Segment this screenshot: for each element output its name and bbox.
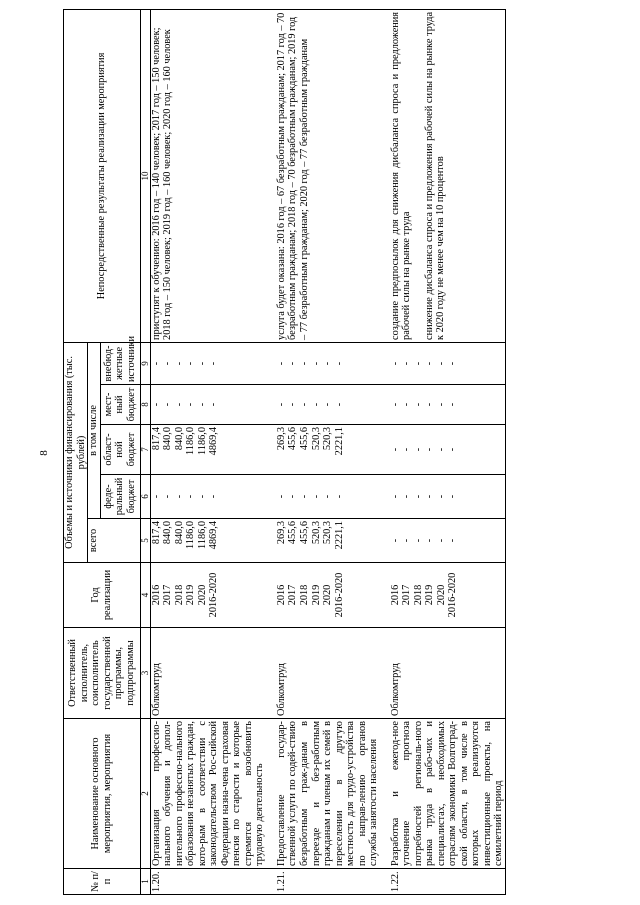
extra-value: -: [275, 361, 287, 366]
local-cell: [390, 385, 506, 425]
local-cell: [276, 385, 380, 425]
table-row: [150, 9, 266, 894]
local-value: -: [162, 402, 174, 407]
year-value: 2018: [298, 584, 310, 606]
header-results: Непосредственные результаты реализации мероприятия: [64, 9, 141, 342]
results: приступят к обучению: 2016 год – 140 человек; 2017 год – 150 человек; 2018 год – 150 человек; 2019 год – 160 человек; 2020 год – 160 человек: [150, 9, 266, 342]
extra-value: -: [333, 361, 345, 366]
federal-cell: [276, 475, 380, 519]
regional-value: 520,3: [322, 427, 334, 451]
column-number: 1: [140, 869, 150, 895]
extra-cell: [150, 342, 266, 384]
column-number: 7: [140, 425, 150, 475]
measure-name: Разработка и ежегод-ное уточнение прогноза потребностей региональ-ного рынка труда в рабо-чих и специалистах, необходимых отраслям экономики Волгоград-ской области, в том числе в которых реализуются инвестиционные проекты, на семилетний период: [390, 719, 506, 869]
extra-value: -: [208, 361, 220, 366]
row-number: 1.22.: [390, 869, 506, 895]
extra-value: -: [322, 361, 334, 366]
regional-value: 817,4: [150, 427, 162, 451]
federal-value: -: [208, 494, 220, 499]
total-value: 520,3: [310, 521, 322, 545]
local-value: -: [389, 402, 401, 407]
results-cell: [390, 9, 506, 342]
total-value: -: [412, 538, 424, 543]
executor: Облкомтруд: [150, 628, 266, 719]
extra-value: -: [412, 361, 424, 366]
executor: Облкомтруд: [390, 628, 506, 719]
header-financing: Объемы и источники финансирования (тыс. рублей): [64, 342, 88, 562]
header-total: всего: [88, 519, 141, 563]
total-cell: [390, 519, 506, 563]
total-value: 817,4: [150, 521, 162, 545]
regional-cell: [390, 425, 506, 475]
header-extra: внебюд-жетные источники: [100, 342, 140, 384]
year-value: 2017: [401, 584, 413, 606]
total-value: 269,3: [275, 521, 287, 545]
local-value: -: [424, 402, 436, 407]
year-value: 2016: [275, 584, 287, 606]
year-value: 2016-2020: [447, 572, 459, 618]
extra-value: -: [389, 361, 401, 366]
local-value: -: [185, 402, 197, 407]
total-value: -: [447, 538, 459, 543]
column-number: 4: [140, 563, 150, 628]
total-value: 840,0: [162, 521, 174, 545]
total-value: -: [424, 538, 436, 543]
column-number: 2: [140, 719, 150, 869]
federal-value: -: [401, 494, 413, 499]
year-cell: [390, 563, 506, 628]
extra-value: -: [298, 361, 310, 366]
extra-value: -: [401, 361, 413, 366]
regional-value: 520,3: [310, 427, 322, 451]
extra-value: -: [185, 361, 197, 366]
local-value: -: [298, 402, 310, 407]
federal-value: -: [287, 494, 299, 499]
local-value: -: [322, 402, 334, 407]
header-including: в том числе: [88, 342, 101, 518]
row-number: 1.20.: [150, 869, 266, 895]
regional-value: -: [389, 447, 401, 452]
results: услуга будет оказана: 2016 год – 67 безработным гражданам; 2017 год – 70 безработным гражданам; 2018 год – 70 безработным гражданам; 2019 год – 77 безработным гражданам; 2020 год – 77 безработным гражданам: [276, 9, 380, 342]
regional-value: 455,6: [287, 427, 299, 451]
extra-value: -: [287, 361, 299, 366]
federal-value: -: [333, 494, 345, 499]
year-value: 2019: [185, 584, 197, 606]
year-value: 2016: [150, 584, 162, 606]
federal-cell: [150, 475, 266, 519]
extra-value: -: [435, 361, 447, 366]
year-value: 2016-2020: [208, 572, 220, 618]
total-value: -: [435, 538, 447, 543]
results: создание предпосылок для снижения дисбаланса спроса и предложения рабочей силы на рынке труда: [389, 11, 413, 340]
regional-value: 455,6: [298, 427, 310, 451]
year-value: 2020: [435, 584, 447, 606]
regional-value: 2221,1: [333, 427, 345, 456]
federal-value: -: [185, 494, 197, 499]
measure-name: Предоставление государ-ственной услуги по содей-ствию безработным граж-данам в переезде и без-работным гражданам и членам их семей в переселении в другую местность для трудо-устройства по направ-лению органов службы занятости населения: [276, 719, 380, 869]
local-value: -: [208, 402, 220, 407]
federal-value: -: [412, 494, 424, 499]
regional-value: -: [435, 447, 447, 452]
column-number: 3: [140, 628, 150, 719]
header-measure: Наименование основного мероприятия, мероприятия: [64, 719, 141, 869]
year-value: 2020: [322, 584, 334, 606]
row-spacer: [266, 9, 276, 894]
regional-value: -: [424, 447, 436, 452]
year-cell: [276, 563, 380, 628]
year-value: 2018: [173, 584, 185, 606]
local-value: -: [435, 402, 447, 407]
column-number: 10: [140, 9, 150, 342]
page-number: 8: [38, 450, 50, 456]
federal-value: -: [150, 494, 162, 499]
regional-cell: [276, 425, 380, 475]
regional-value: -: [412, 447, 424, 452]
regional-value: 269,3: [275, 427, 287, 451]
year-value: 2017: [287, 584, 299, 606]
year-value: 2016-2020: [333, 572, 345, 618]
local-value: -: [401, 402, 413, 407]
regional-value: -: [447, 447, 459, 452]
federal-value: -: [435, 494, 447, 499]
federal-value: -: [275, 494, 287, 499]
results-second: снижение дисбаланса спроса и предложения рабочей силы на рынке труда к 2020 году не менее чем на 10 процентов: [423, 11, 447, 340]
local-value: -: [333, 402, 345, 407]
federal-value: -: [389, 494, 401, 499]
total-value: 840,0: [173, 521, 185, 545]
year-value: 2019: [424, 584, 436, 606]
local-value: -: [150, 402, 162, 407]
federal-value: -: [424, 494, 436, 499]
regional-value: 4869,4: [208, 427, 220, 456]
local-cell: [150, 385, 266, 425]
total-cell: [276, 519, 380, 563]
column-number: 9: [140, 342, 150, 384]
federal-value: -: [196, 494, 208, 499]
row-spacer: [380, 9, 390, 894]
regional-value: 840,0: [173, 427, 185, 451]
header-year: Год реализации: [64, 563, 141, 628]
local-value: -: [447, 402, 459, 407]
extra-cell: [276, 342, 380, 384]
extra-value: -: [173, 361, 185, 366]
year-value: 2020: [196, 584, 208, 606]
column-number: 8: [140, 385, 150, 425]
local-value: -: [275, 402, 287, 407]
regional-value: -: [401, 447, 413, 452]
column-number: 5: [140, 519, 150, 563]
table-row: [276, 9, 380, 894]
local-value: -: [310, 402, 322, 407]
federal-value: -: [447, 494, 459, 499]
extra-value: -: [424, 361, 436, 366]
header-local: мест-ный бюджет: [100, 385, 140, 425]
program-measures-table: [63, 9, 506, 895]
extra-value: -: [196, 361, 208, 366]
total-value: -: [401, 538, 413, 543]
total-value: 1186,0: [185, 521, 197, 549]
extra-value: -: [162, 361, 174, 366]
executor: Облкомтруд: [276, 628, 380, 719]
header-executor: Ответственный исполнитель, соисполнитель государственной программы, подпрограммы: [64, 628, 141, 719]
extra-value: -: [150, 361, 162, 366]
extra-value: -: [447, 361, 459, 366]
federal-value: -: [310, 494, 322, 499]
regional-value: 840,0: [162, 427, 174, 451]
year-cell: [150, 563, 266, 628]
year-value: 2018: [412, 584, 424, 606]
local-value: -: [196, 402, 208, 407]
federal-cell: [390, 475, 506, 519]
header-regional: област-ной бюджет: [100, 425, 140, 475]
total-value: 1186,0: [196, 521, 208, 549]
total-value: -: [389, 538, 401, 543]
year-value: 2019: [310, 584, 322, 606]
total-value: 455,6: [298, 521, 310, 545]
header-federal: феде-ральный бюджет: [100, 475, 140, 519]
extra-value: -: [310, 361, 322, 366]
local-value: -: [412, 402, 424, 407]
regional-value: 1186,0: [185, 427, 197, 455]
extra-cell: [390, 342, 506, 384]
regional-cell: [150, 425, 266, 475]
local-value: -: [287, 402, 299, 407]
federal-value: -: [173, 494, 185, 499]
total-value: 520,3: [322, 521, 334, 545]
year-value: 2017: [162, 584, 174, 606]
regional-value: 1186,0: [196, 427, 208, 455]
measure-name: Организация профессио-нального обучения и допол-нительного профессио-нального образования незанятых граждан, кото-рым в соответствии с законодательством Рос-сийской Федерации назна-чена страховая пенсия по старости и которые стремятся возобновить трудовую деятельность: [150, 719, 266, 869]
table-row: [390, 9, 506, 894]
local-value: -: [173, 402, 185, 407]
rotated-page: [63, 10, 611, 895]
column-number-row: [140, 9, 150, 894]
federal-value: -: [322, 494, 334, 499]
year-value: 2016: [389, 584, 401, 606]
column-number: 6: [140, 475, 150, 519]
row-number: 1.21.: [276, 869, 380, 895]
total-value: 455,6: [287, 521, 299, 545]
total-value: 4869,4: [208, 521, 220, 550]
header-no: № п/п: [64, 869, 141, 895]
total-value: 2221,1: [333, 521, 345, 550]
federal-value: -: [162, 494, 174, 499]
federal-value: -: [298, 494, 310, 499]
total-cell: [150, 519, 266, 563]
